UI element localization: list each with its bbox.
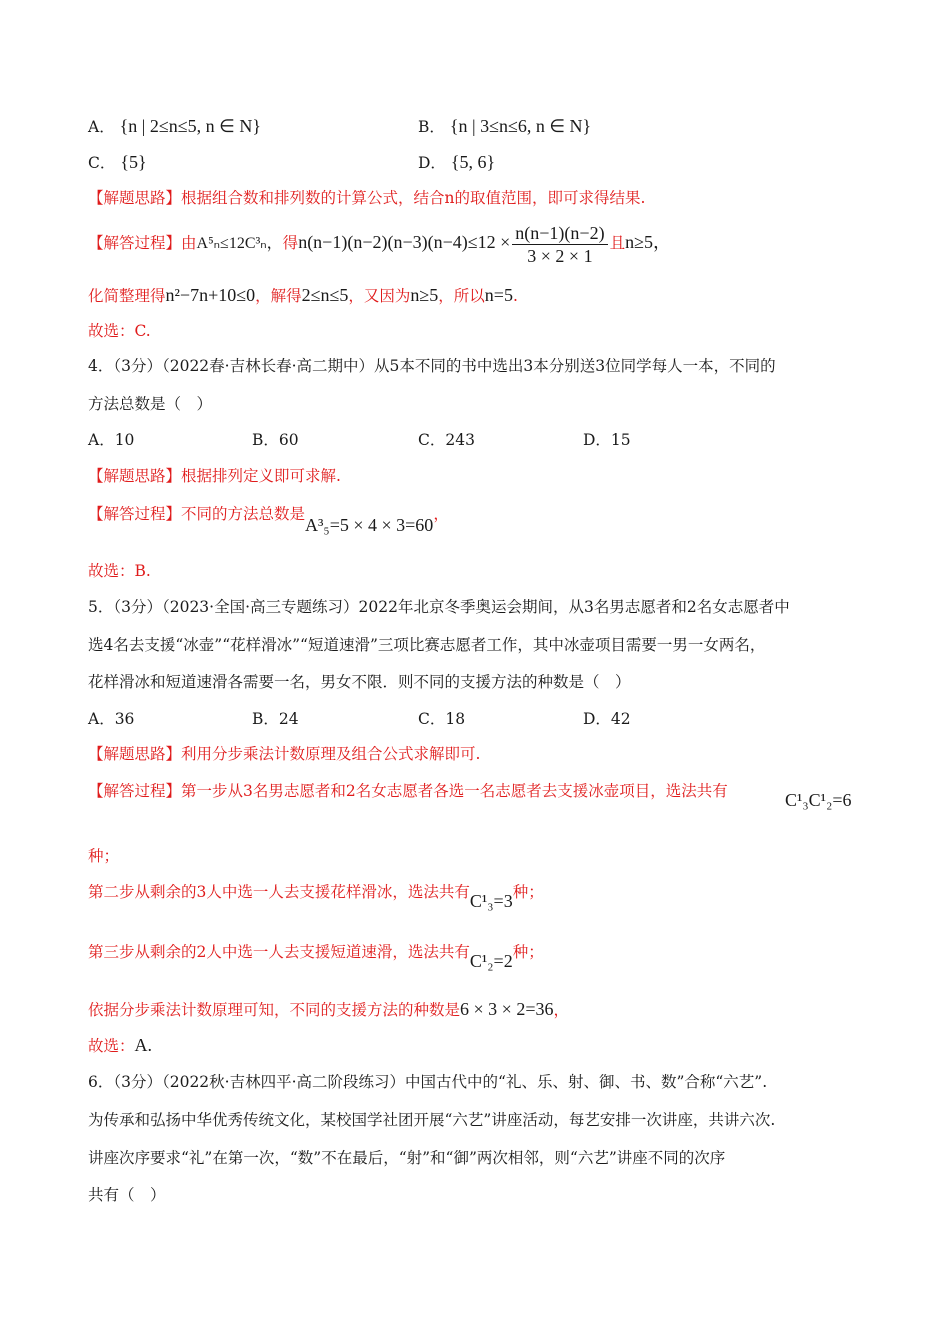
q4-stem-line: 方法总数是（ ）	[88, 395, 213, 413]
q6-stem-line: 为传承和弘扬中华优秀传统文化，某校国学社团开展“六艺”讲座活动，每艺安排一次讲座，共讲六次.	[88, 1111, 776, 1129]
conclusion-end: ，	[553, 1001, 569, 1019]
answer-text: 故选：	[88, 1037, 135, 1055]
q6-stem-line: 共有（ ）	[88, 1186, 166, 1204]
step-tail: 种；	[512, 943, 544, 961]
option-label: A．	[88, 118, 115, 136]
q3-option-c	[88, 151, 147, 174]
simplify-formula: n≥5	[410, 285, 439, 305]
simplify-formula: 2≤n≤5	[301, 285, 349, 305]
process-formula: n≥5，	[625, 232, 671, 252]
option-label: D．	[418, 154, 446, 172]
step-text: 第二步从剩余的3人中选一人去支援花样滑冰，选法共有	[88, 883, 470, 901]
q3-solution-process	[88, 220, 671, 267]
q4-option-d: D．15	[583, 431, 631, 449]
process-tag: 【解答过程】	[88, 234, 182, 252]
q5-step1-tail: 种；	[88, 847, 120, 865]
option-math: {5, 6}	[450, 152, 496, 172]
q5-step1	[88, 780, 728, 802]
q3-option-d	[418, 151, 495, 174]
q5-stem-line: 花样滑冰和短道速滑各需要一名，男女不限．则不同的支援方法的种数是（ ）	[88, 673, 631, 691]
simplify-formula: n²−7n+10≤0	[165, 285, 256, 305]
q3-option-a	[88, 115, 261, 138]
conclusion-text: 依据分步乘法计数原理可知，不同的支援方法的种数是	[88, 1001, 461, 1019]
q6-stem-line: 6．（3分）（2022秋·吉林四平·高二阶段练习）中国古代中的“礼、乐、射、御、书、数”合称“六艺”.	[88, 1073, 768, 1091]
idea-tag: 【解题思路】	[88, 467, 182, 485]
fraction	[512, 222, 607, 267]
conclusion-formula: 6 × 3 × 2=36	[460, 999, 554, 1019]
process-text: 不同的方法总数是	[181, 505, 306, 523]
simplify-text: ，又因为	[348, 287, 411, 305]
simplify-text: ，所以	[438, 287, 485, 305]
step-text: 第一步从3名男志愿者和2名女志愿者各选一名志愿者去支援冰壶项目，选法共有	[181, 782, 728, 800]
option-math: {n | 2≤n≤5, n ∈ N}	[119, 116, 261, 136]
step-formula: C¹₂=2	[469, 951, 513, 971]
option-math: {5}	[120, 152, 147, 172]
process-text: 由	[181, 234, 197, 252]
q5-stem-line: 5．（3分）（2023·全国·高三专题练习）2022年北京冬季奥运会期间，从3名男志愿者和2名女志愿者中	[88, 598, 790, 616]
simplify-text: .	[512, 287, 518, 305]
process-end: ，	[433, 505, 449, 523]
q4-stem-line: 4．（3分）（2022春·吉林长春·高二期中）从5本不同的书中选出3本分别送3位同学每人一本，不同的	[88, 357, 776, 375]
q5-option-d: D．42	[583, 710, 631, 728]
q5-conclusion	[88, 998, 569, 1021]
q4-option-c: C．243	[418, 431, 475, 449]
q5-step1-formula: C¹₃C¹₂=6	[785, 790, 852, 810]
process-formula: n(n−1)(n−2)(n−3)(n−4)≤12 ×	[298, 232, 511, 252]
q6-stem-line: 讲座次序要求“礼”在第一次，“数”不在最后，“射”和“御”两次相邻，则“六艺”讲座不同的次序	[88, 1149, 726, 1167]
process-formula: A⁵ₙ≤12C³ₙ，	[196, 235, 283, 252]
fraction-numerator: n(n−1)(n−2)	[512, 222, 607, 245]
q5-stem-line: 选4名去支援“冰壶”“花样滑冰”“短道速滑”三项比赛志愿者工作，其中冰壶项目需要一男一女两名，	[88, 636, 766, 654]
q5-step3	[88, 940, 544, 971]
step-tail: 种；	[512, 883, 544, 901]
idea-text: 根据组合数和排列数的计算公式，结合n的取值范围，即可求得结果.	[181, 189, 646, 207]
q4-solution-idea	[88, 465, 341, 487]
q3-option-b	[418, 115, 591, 138]
q3-answer: 故选：C.	[88, 322, 151, 340]
simplify-text: 化简整理得	[88, 287, 166, 305]
step-formula: C¹₃=3	[469, 891, 513, 911]
simplify-formula: n=5	[484, 285, 513, 305]
simplify-text: ，解得	[255, 287, 302, 305]
option-label: C．	[88, 154, 116, 172]
q4-solution-process	[88, 502, 449, 535]
q4-option-b: B．60	[252, 431, 299, 449]
q5-step2	[88, 880, 544, 911]
process-text: 且	[609, 234, 626, 252]
option-math: {n | 3≤n≤6, n ∈ N}	[449, 116, 592, 136]
q3-solution-idea	[88, 187, 645, 209]
idea-text: 根据排列定义即可求解.	[181, 467, 341, 485]
fraction-denominator: 3 × 2 × 1	[527, 245, 593, 266]
q5-solution-idea	[88, 743, 480, 765]
idea-text: 利用分步乘法计数原理及组合公式求解即可.	[181, 745, 481, 763]
q5-option-b: B．24	[252, 710, 299, 728]
q5-answer	[88, 1034, 152, 1057]
process-formula: A³₅=5 × 4 × 3=60	[305, 515, 434, 535]
idea-tag: 【解题思路】	[88, 189, 182, 207]
q5-option-c: C．18	[418, 710, 466, 728]
q3-simplify-line	[88, 284, 518, 307]
option-label: B．	[418, 118, 445, 136]
answer-value: A.	[134, 1035, 153, 1055]
process-tag: 【解答过程】	[88, 505, 182, 523]
process-tag: 【解答过程】	[88, 782, 182, 800]
idea-tag: 【解题思路】	[88, 745, 182, 763]
process-text: 得	[282, 234, 299, 252]
step-text: 第三步从剩余的2人中选一人去支援短道速滑，选法共有	[88, 943, 470, 961]
q4-answer: 故选：B.	[88, 562, 151, 580]
q5-option-a: A．36	[88, 710, 135, 728]
q4-option-a: A．10	[88, 431, 135, 449]
